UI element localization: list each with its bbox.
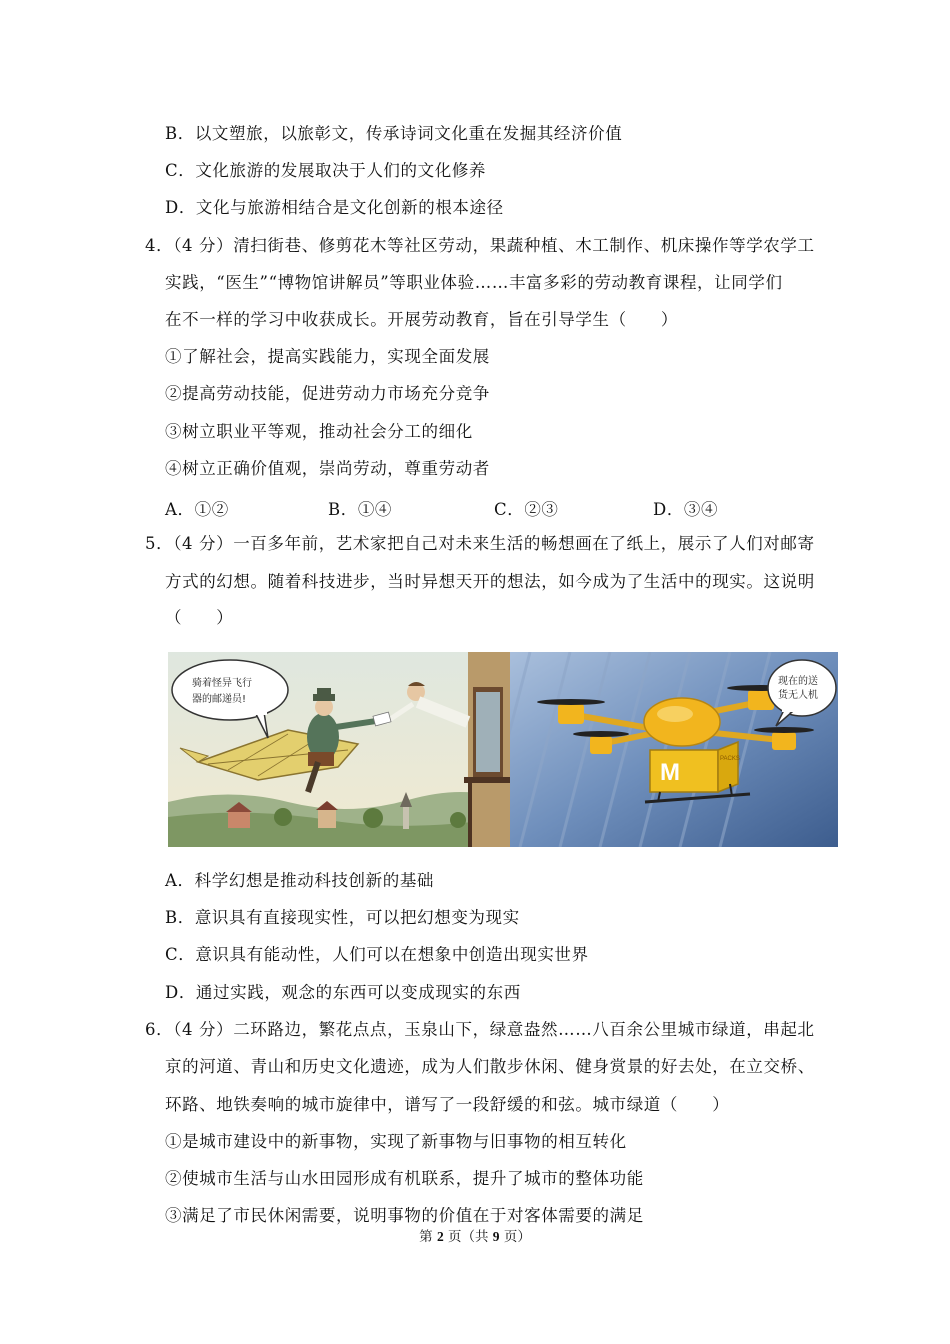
q4-stem-line-2: 实践，“医生”“博物馆讲解员”等职业体验……丰富多彩的劳动教育课程，让同学们 bbox=[165, 273, 783, 292]
footer-prefix: 第 bbox=[419, 1229, 437, 1245]
q4-item-1: ①了解社会，提高实践能力，实现全面发展 bbox=[165, 347, 490, 366]
q5-stem-line-2: 方式的幻想。随着科技进步，当时异想天开的想法，如今成为了生活中的现实。这说明 bbox=[165, 572, 815, 591]
left-bubble-line-2: 器的邮递员! bbox=[192, 694, 247, 705]
q4-choice-d: D．③④ bbox=[653, 500, 719, 519]
q6-stem-line-2: 京的河道、青山和历史文化遗迹，成为人们散步休闲、健身赏景的好去处，在立交桥、 bbox=[165, 1057, 815, 1076]
footer-middle: 页（共 bbox=[443, 1229, 493, 1245]
q6-item-2: ②使城市生活与山水田园形成有机联系，提升了城市的整体功能 bbox=[165, 1169, 644, 1188]
vintage-postman-illustration bbox=[168, 652, 510, 847]
q4-choices bbox=[165, 496, 765, 518]
footer-page-number: 2 bbox=[436, 1229, 444, 1244]
q4-choice-c: C．②③ bbox=[494, 500, 559, 519]
vintage-illustration-svg bbox=[168, 652, 510, 847]
q4-choice-a: A．①② bbox=[165, 500, 229, 519]
q3-option-d: D．文化与旅游相结合是文化创新的根本途径 bbox=[165, 198, 504, 217]
q4-choice-b: B．①④ bbox=[328, 500, 393, 519]
q3-option-c: C．文化旅游的发展取决于人们的文化修养 bbox=[165, 161, 487, 180]
q5-stem-line-1: 5．（4 分）一百多年前，艺术家把自己对未来生活的畅想画在了纸上，展示了人们对邮寄 bbox=[145, 534, 815, 553]
q4-item-4: ④树立正确价值观，崇尚劳动，尊重劳动者 bbox=[165, 459, 490, 478]
left-bubble-line-1: 骑着怪异飞行 bbox=[192, 678, 252, 689]
footer-total-pages: 9 bbox=[492, 1229, 500, 1244]
q5-figure bbox=[168, 652, 838, 847]
right-bubble-line-2: 货无人机 bbox=[778, 690, 818, 701]
q6-item-1: ①是城市建设中的新事物，实现了新事物与旧事物的相互转化 bbox=[165, 1132, 627, 1151]
q5-stem-line-3: （ ） bbox=[165, 608, 234, 627]
q5-option-a: A．科学幻想是推动科技创新的基础 bbox=[165, 871, 435, 890]
q4-item-3: ③树立职业平等观，推动社会分工的细化 bbox=[165, 422, 473, 441]
q5-option-c: C．意识具有能动性，人们可以在想象中创造出现实世界 bbox=[165, 945, 589, 964]
q6-stem-line-3: 环路、地铁奏响的城市旋律中，谱写了一段舒缓的和弦。城市绿道（ ） bbox=[165, 1095, 730, 1114]
footer-suffix: 页） bbox=[499, 1229, 531, 1245]
q4-item-2: ②提高劳动技能，促进劳动力市场充分竞争 bbox=[165, 384, 490, 403]
q6-stem-line-1: 6．（4 分）二环路边，繁花点点，玉泉山下，绿意盎然……八百余公里城市绿道，串起北 bbox=[145, 1020, 815, 1039]
box-label: M bbox=[660, 759, 680, 786]
page-footer bbox=[0, 1228, 950, 1246]
box-small-label: PACKS bbox=[720, 756, 740, 762]
right-bubble-line-1: 现在的送 bbox=[778, 676, 818, 687]
q5-option-b: B．意识具有直接现实性，可以把幻想变为现实 bbox=[165, 908, 520, 927]
drone-photo-svg bbox=[510, 652, 838, 847]
q3-option-b: B．以文塑旅，以旅彰文，传承诗词文化重在发掘其经济价值 bbox=[165, 124, 623, 143]
drone-photo bbox=[510, 652, 838, 847]
q4-stem-line-1: 4．（4 分）清扫街巷、修剪花木等社区劳动，果蔬种植、木工制作、机床操作等学农学工 bbox=[145, 236, 815, 255]
q4-stem-line-3: 在不一样的学习中收获成长。开展劳动教育，旨在引导学生（ ） bbox=[165, 310, 678, 329]
q5-option-d: D．通过实践，观念的东西可以变成现实的东西 bbox=[165, 983, 521, 1002]
q6-item-3: ③满足了市民休闲需要，说明事物的价值在于对客体需要的满足 bbox=[165, 1206, 644, 1225]
